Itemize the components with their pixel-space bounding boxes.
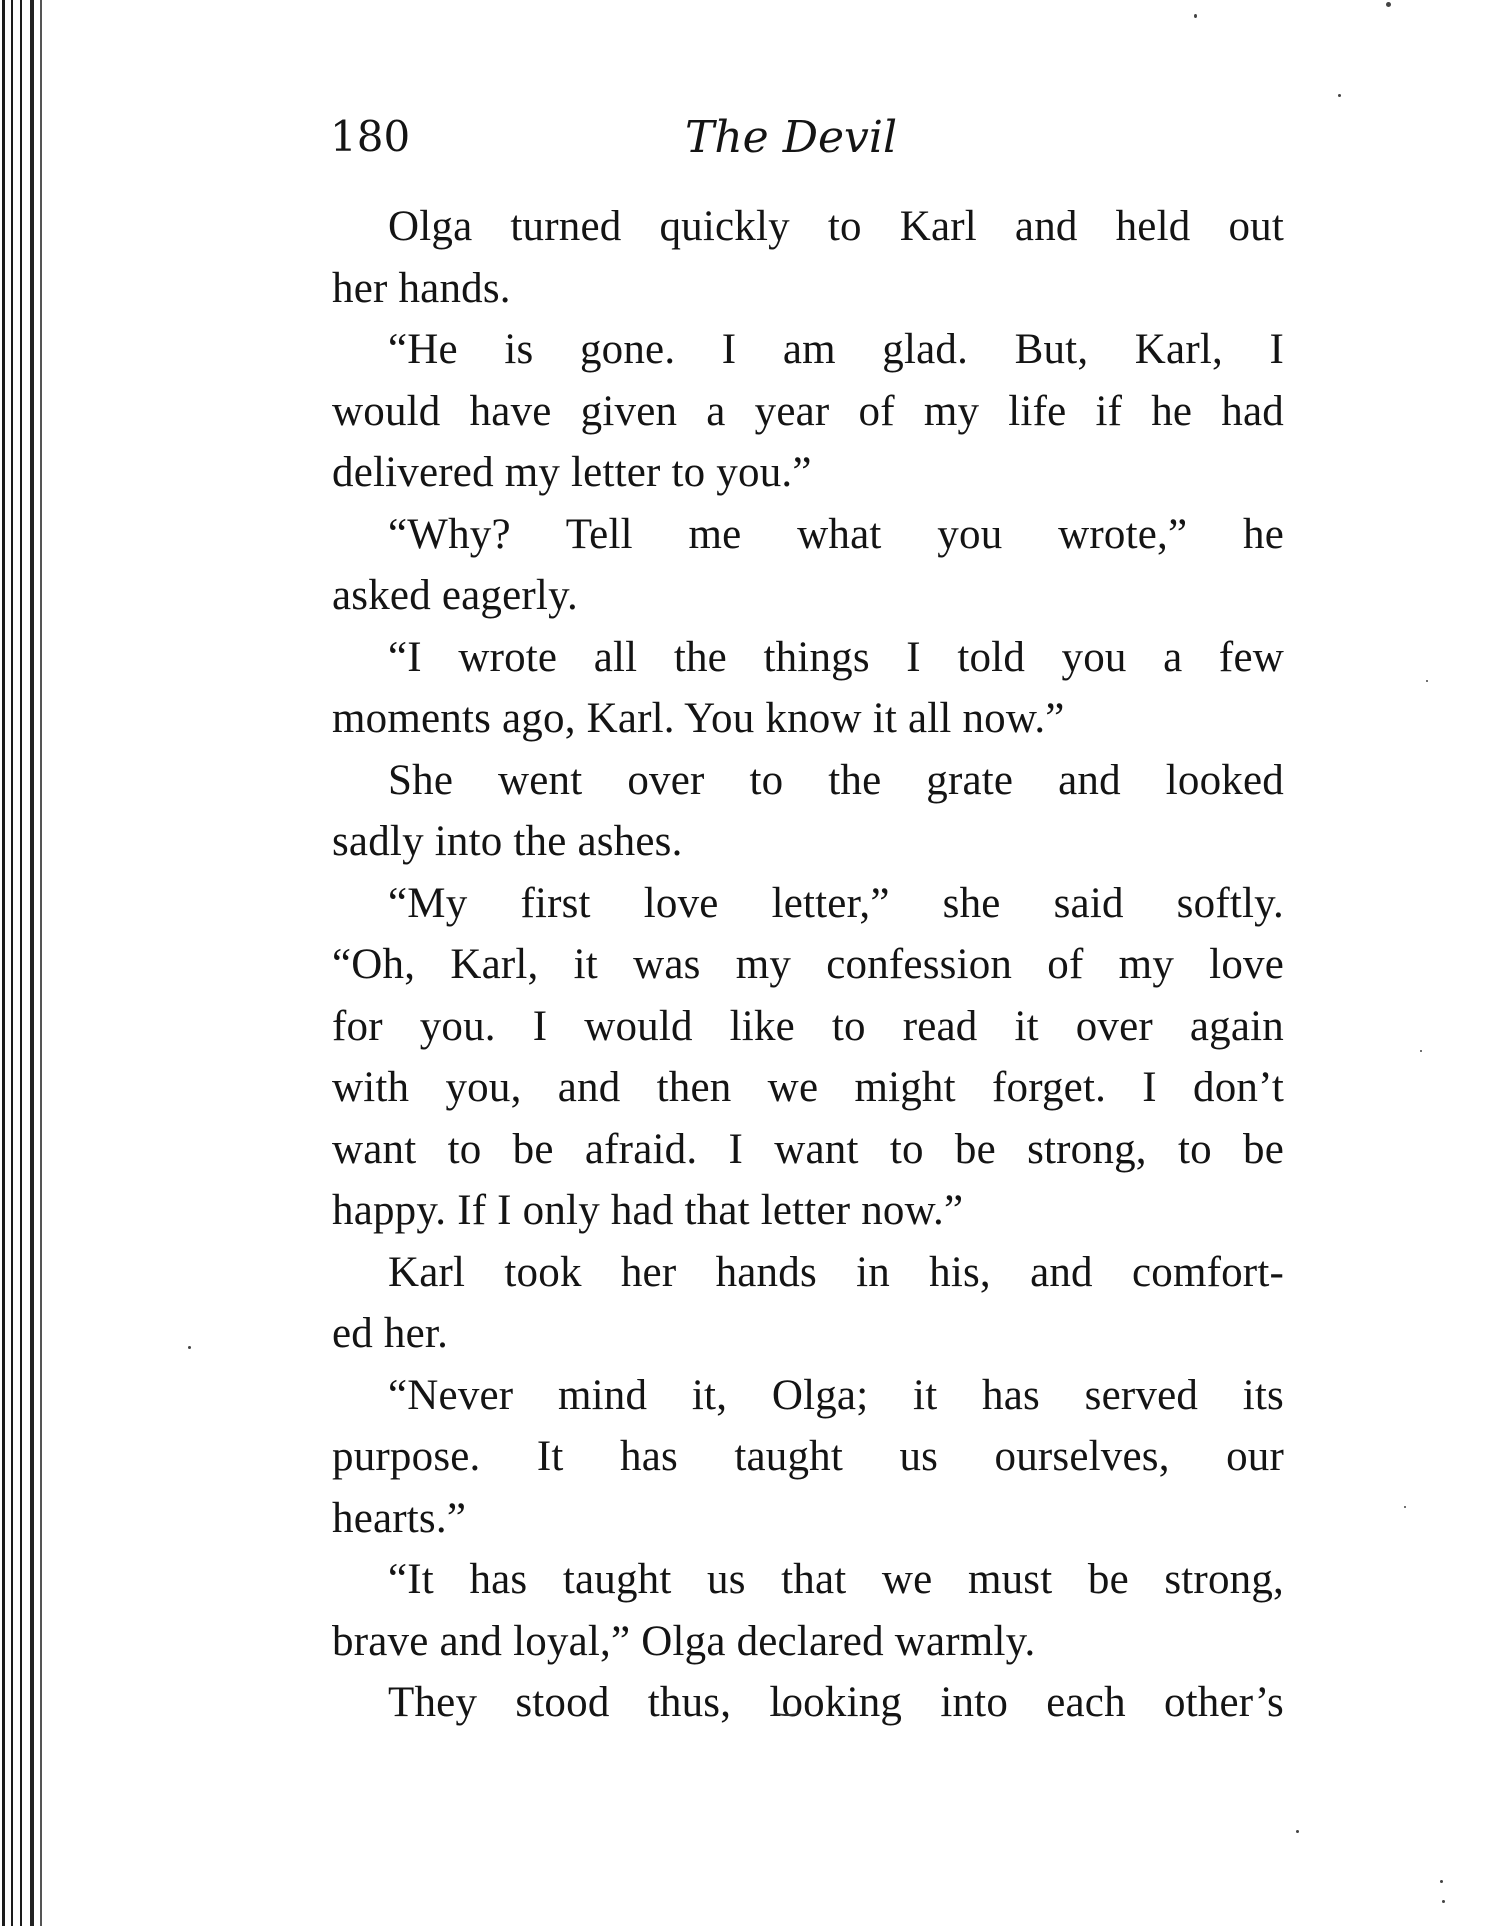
speck [1386, 2, 1391, 7]
text-line: Karl took her hands in his, and comfort- [388, 1248, 1284, 1296]
speck [1440, 1880, 1443, 1883]
binding-edge-line [11, 0, 13, 1926]
text-line: delivered my letter to you.” [332, 449, 812, 496]
text-line: moments ago, Karl. You know it all now.” [332, 695, 1065, 742]
text-line: asked eagerly. [332, 572, 578, 619]
text-line: with you, and then we might forget. I don’t [332, 1064, 1284, 1111]
running-title: The Devil [685, 112, 898, 163]
text-line: “Why? Tell me what you wrote,” he [388, 510, 1284, 558]
speck [1442, 1900, 1445, 1903]
text-line: hearts.” [332, 1494, 467, 1542]
page-number: 180 [330, 112, 411, 161]
page-header [330, 112, 1290, 172]
speck [188, 1346, 191, 1349]
binding-edge-line [20, 0, 22, 1926]
text-line: “It has taught us that we must be strong, [388, 1556, 1284, 1603]
speck [1296, 1830, 1299, 1833]
text-line: ed her. [332, 1310, 449, 1357]
text-line: for you. I would like to read it over again [332, 1002, 1284, 1050]
text-line: her hands. [332, 264, 511, 312]
print-mark [775, 1708, 799, 1716]
binding-edge-line [40, 0, 42, 1926]
binding-edge-line [30, 0, 34, 1926]
text-line: purpose. It has taught us ourselves, our [332, 1433, 1284, 1480]
text-line: sadly into the ashes. [332, 818, 683, 865]
text-line: brave and loyal,” Olga declared warmly. [332, 1617, 1036, 1665]
text-line: “I wrote all the things I told you a few [388, 633, 1284, 681]
speck [1338, 94, 1341, 97]
speck [1194, 14, 1197, 18]
text-line: want to be afraid. I want to be strong, to be [332, 1125, 1284, 1173]
text-line: “He is gone. I am glad. But, Karl, I [388, 326, 1284, 373]
binding-edge-line [2, 0, 5, 1926]
text-line: “Never mind it, Olga; it has served its [388, 1371, 1284, 1419]
text-line: “Oh, Karl, it was my confession of my love [332, 941, 1284, 988]
text-line: Olga turned quickly to Karl and held out [388, 203, 1284, 250]
text-line: They stood thus, looking into each other’s [388, 1679, 1284, 1726]
text-line: happy. If I only had that letter now.” [332, 1187, 964, 1234]
text-line: would have given a year of my life if he had [332, 387, 1284, 435]
speck [1404, 1506, 1406, 1508]
body-text [332, 196, 1284, 1734]
speck [1420, 1050, 1422, 1052]
text-line: “My first love letter,” she said softly. [388, 879, 1284, 927]
speck [1426, 680, 1428, 682]
text-line: She went over to the grate and looked [388, 756, 1284, 804]
